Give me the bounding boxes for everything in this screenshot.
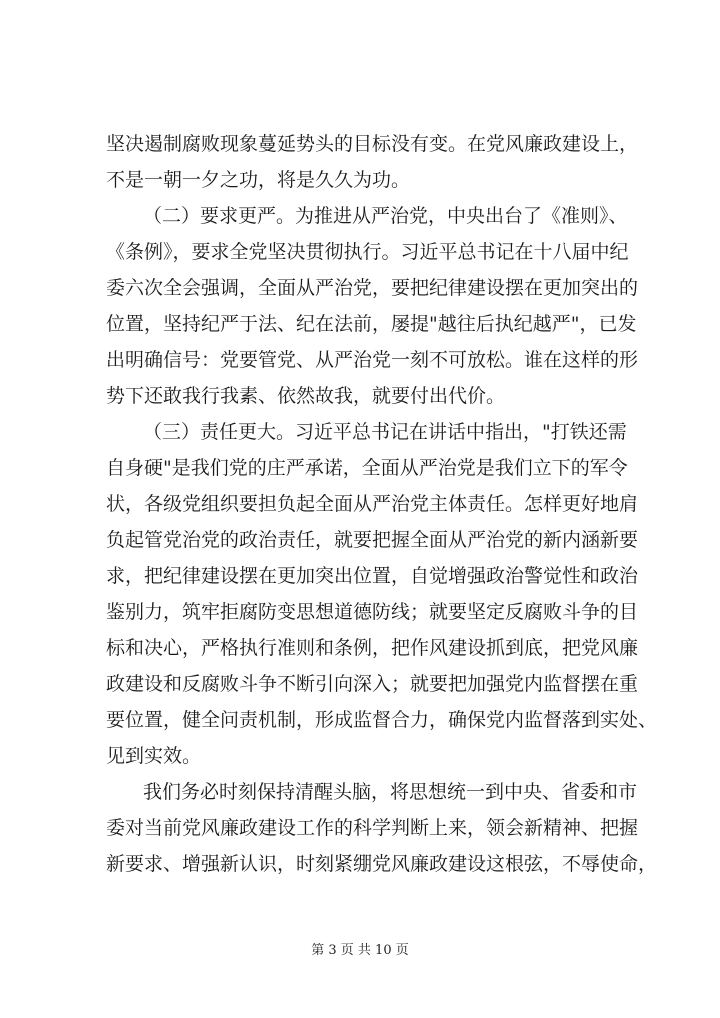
text-line: 要位置，健全问责机制，形成监督合力，确保党内监督落到实处、 [106, 709, 658, 731]
text-line: 鉴别力，筑牢拒腐防变思想道德防线；就要坚定反腐败斗争的目 [106, 601, 639, 623]
text-line: 状，各级党组织要担负起全面从严治党主体责任。怎样更好地肩 [106, 493, 639, 515]
text-line: 自身硬"是我们党的庄严承诺，全面从严治党是我们立下的军令 [106, 457, 628, 479]
text-line: 见到实效。 [106, 745, 202, 767]
text-line: 政建设和反腐败斗争不断引向深入；就要把加强党内监督摆在重 [106, 673, 639, 695]
text-line: 标和决心，严格执行准则和条例，把作风建设抓到底，把党风廉 [106, 637, 639, 659]
text-line: 负起管党治党的政治责任，就要把握全面从严治党的新内涵新要 [106, 529, 639, 551]
text-line: 位置，坚持纪严于法、纪在法前，屡提"越往后执纪越严"，已发 [106, 313, 637, 335]
document-body [106, 126, 658, 882]
text-line: 势下还敢我行我素、依然故我，就要付出代价。 [106, 385, 506, 407]
text-line: 《条例》，要求全党坚决贯彻执行。习近平总书记在十八届中纪 [106, 241, 629, 263]
text-line: 出明确信号：党要管党、从严治党一刻不可放松。谁在这样的形 [106, 349, 639, 371]
page-number-footer: 第 3 页 共 10 页 [311, 943, 409, 958]
text-line: （二）要求更严。为推进从严治党，中央出台了《准则》、 [143, 205, 628, 227]
text-line: 委六次全会强调，全面从严治党，要把纪律建设摆在更加突出的 [106, 277, 639, 299]
text-line: （三）责任更大。习近平总书记在讲话中指出，"打铁还需 [143, 421, 627, 443]
text-line: 坚决遏制腐败现象蔓延势头的目标没有变。在党风廉政建设上， [106, 133, 639, 155]
text-line: 委对当前党风廉政建设工作的科学判断上来，领会新精神、把握 [106, 817, 639, 839]
text-line: 新要求、增强新认识，时刻紧绷党风廉政建设这根弦，不辱使命， [106, 853, 658, 875]
text-line: 求，把纪律建设摆在更加突出位置，自觉增强政治警觉性和政治 [106, 565, 639, 587]
text-line: 不是一朝一夕之功，将是久久为功。 [106, 169, 411, 191]
text-line: 我们务必时刻保持清醒头脑，将思想统一到中央、省委和市 [143, 781, 638, 803]
